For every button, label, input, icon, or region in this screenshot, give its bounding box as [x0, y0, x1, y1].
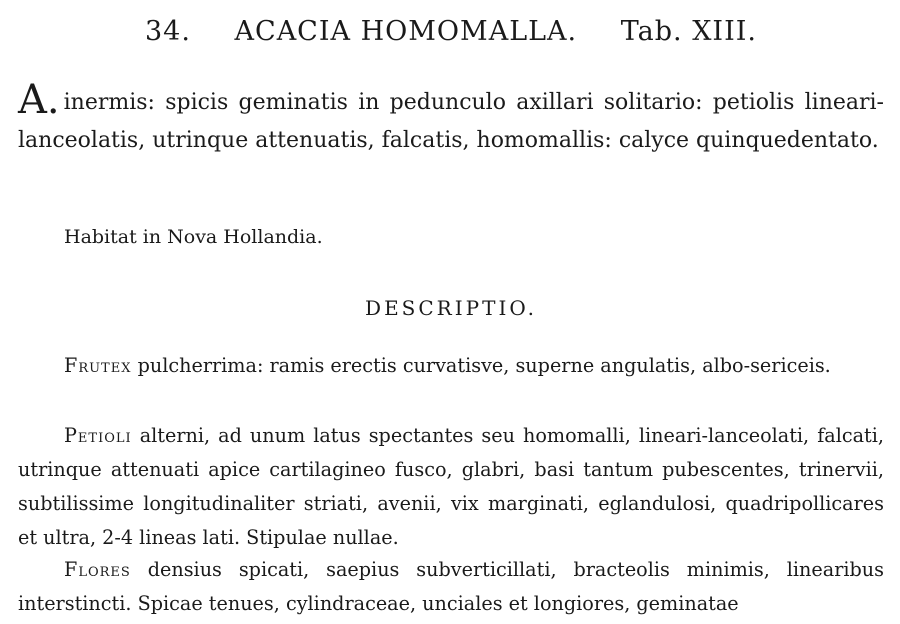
description-paragraph — [18, 419, 884, 555]
species-title: ACACIA HOMOMALLA. — [234, 16, 578, 47]
description-paragraph — [18, 349, 884, 383]
paragraph-lead-word: Petioli — [64, 424, 132, 447]
species-number: 34. — [144, 16, 191, 47]
section-title: DESCRIPTIO. — [365, 296, 537, 320]
paragraph-lead-word: Frutex — [64, 354, 132, 377]
description-paragraph — [18, 553, 884, 621]
paragraph-text: alterni, ad unum latus spectantes seu homomalli, lineari-lanceolati, falcati, utrinque attenuati apice cartilagineo fusco, glabri, basi tantum pubescentes, trinervii, subtilissime longitudinaliter striati, avenii, vix marginati, eglandulosi, quadripollicares et ultra, 2-4 lineas lati. Stipulae nullae. — [18, 424, 884, 549]
drop-cap-initial: A. — [18, 77, 60, 123]
plate-reference: Tab. XIII. — [620, 16, 757, 47]
paragraph-text: pulcherrima: ramis erectis curvatisve, superne angulatis, albo-sericeis. — [137, 354, 831, 377]
diagnosis-paragraph — [18, 77, 884, 160]
diagnosis-text: inermis: spicis geminatis in pedunculo axillari solitario: petiolis lineari-lanceolatis, utrinque attenuatis, falcatis, homomallis: calyce quinquedentato. — [18, 90, 884, 153]
page-heading — [18, 16, 884, 47]
paragraph-text: densius spicati, saepius subverticillati, bracteolis minimis, linearibus interstincti. Spicae tenues, cylindraceae, unciales et longiores, geminatae — [18, 558, 884, 615]
habitat-line: Habitat in Nova Hollandia. — [64, 226, 323, 248]
document-page — [18, 0, 884, 624]
paragraph-lead-word: Flores — [64, 558, 131, 581]
